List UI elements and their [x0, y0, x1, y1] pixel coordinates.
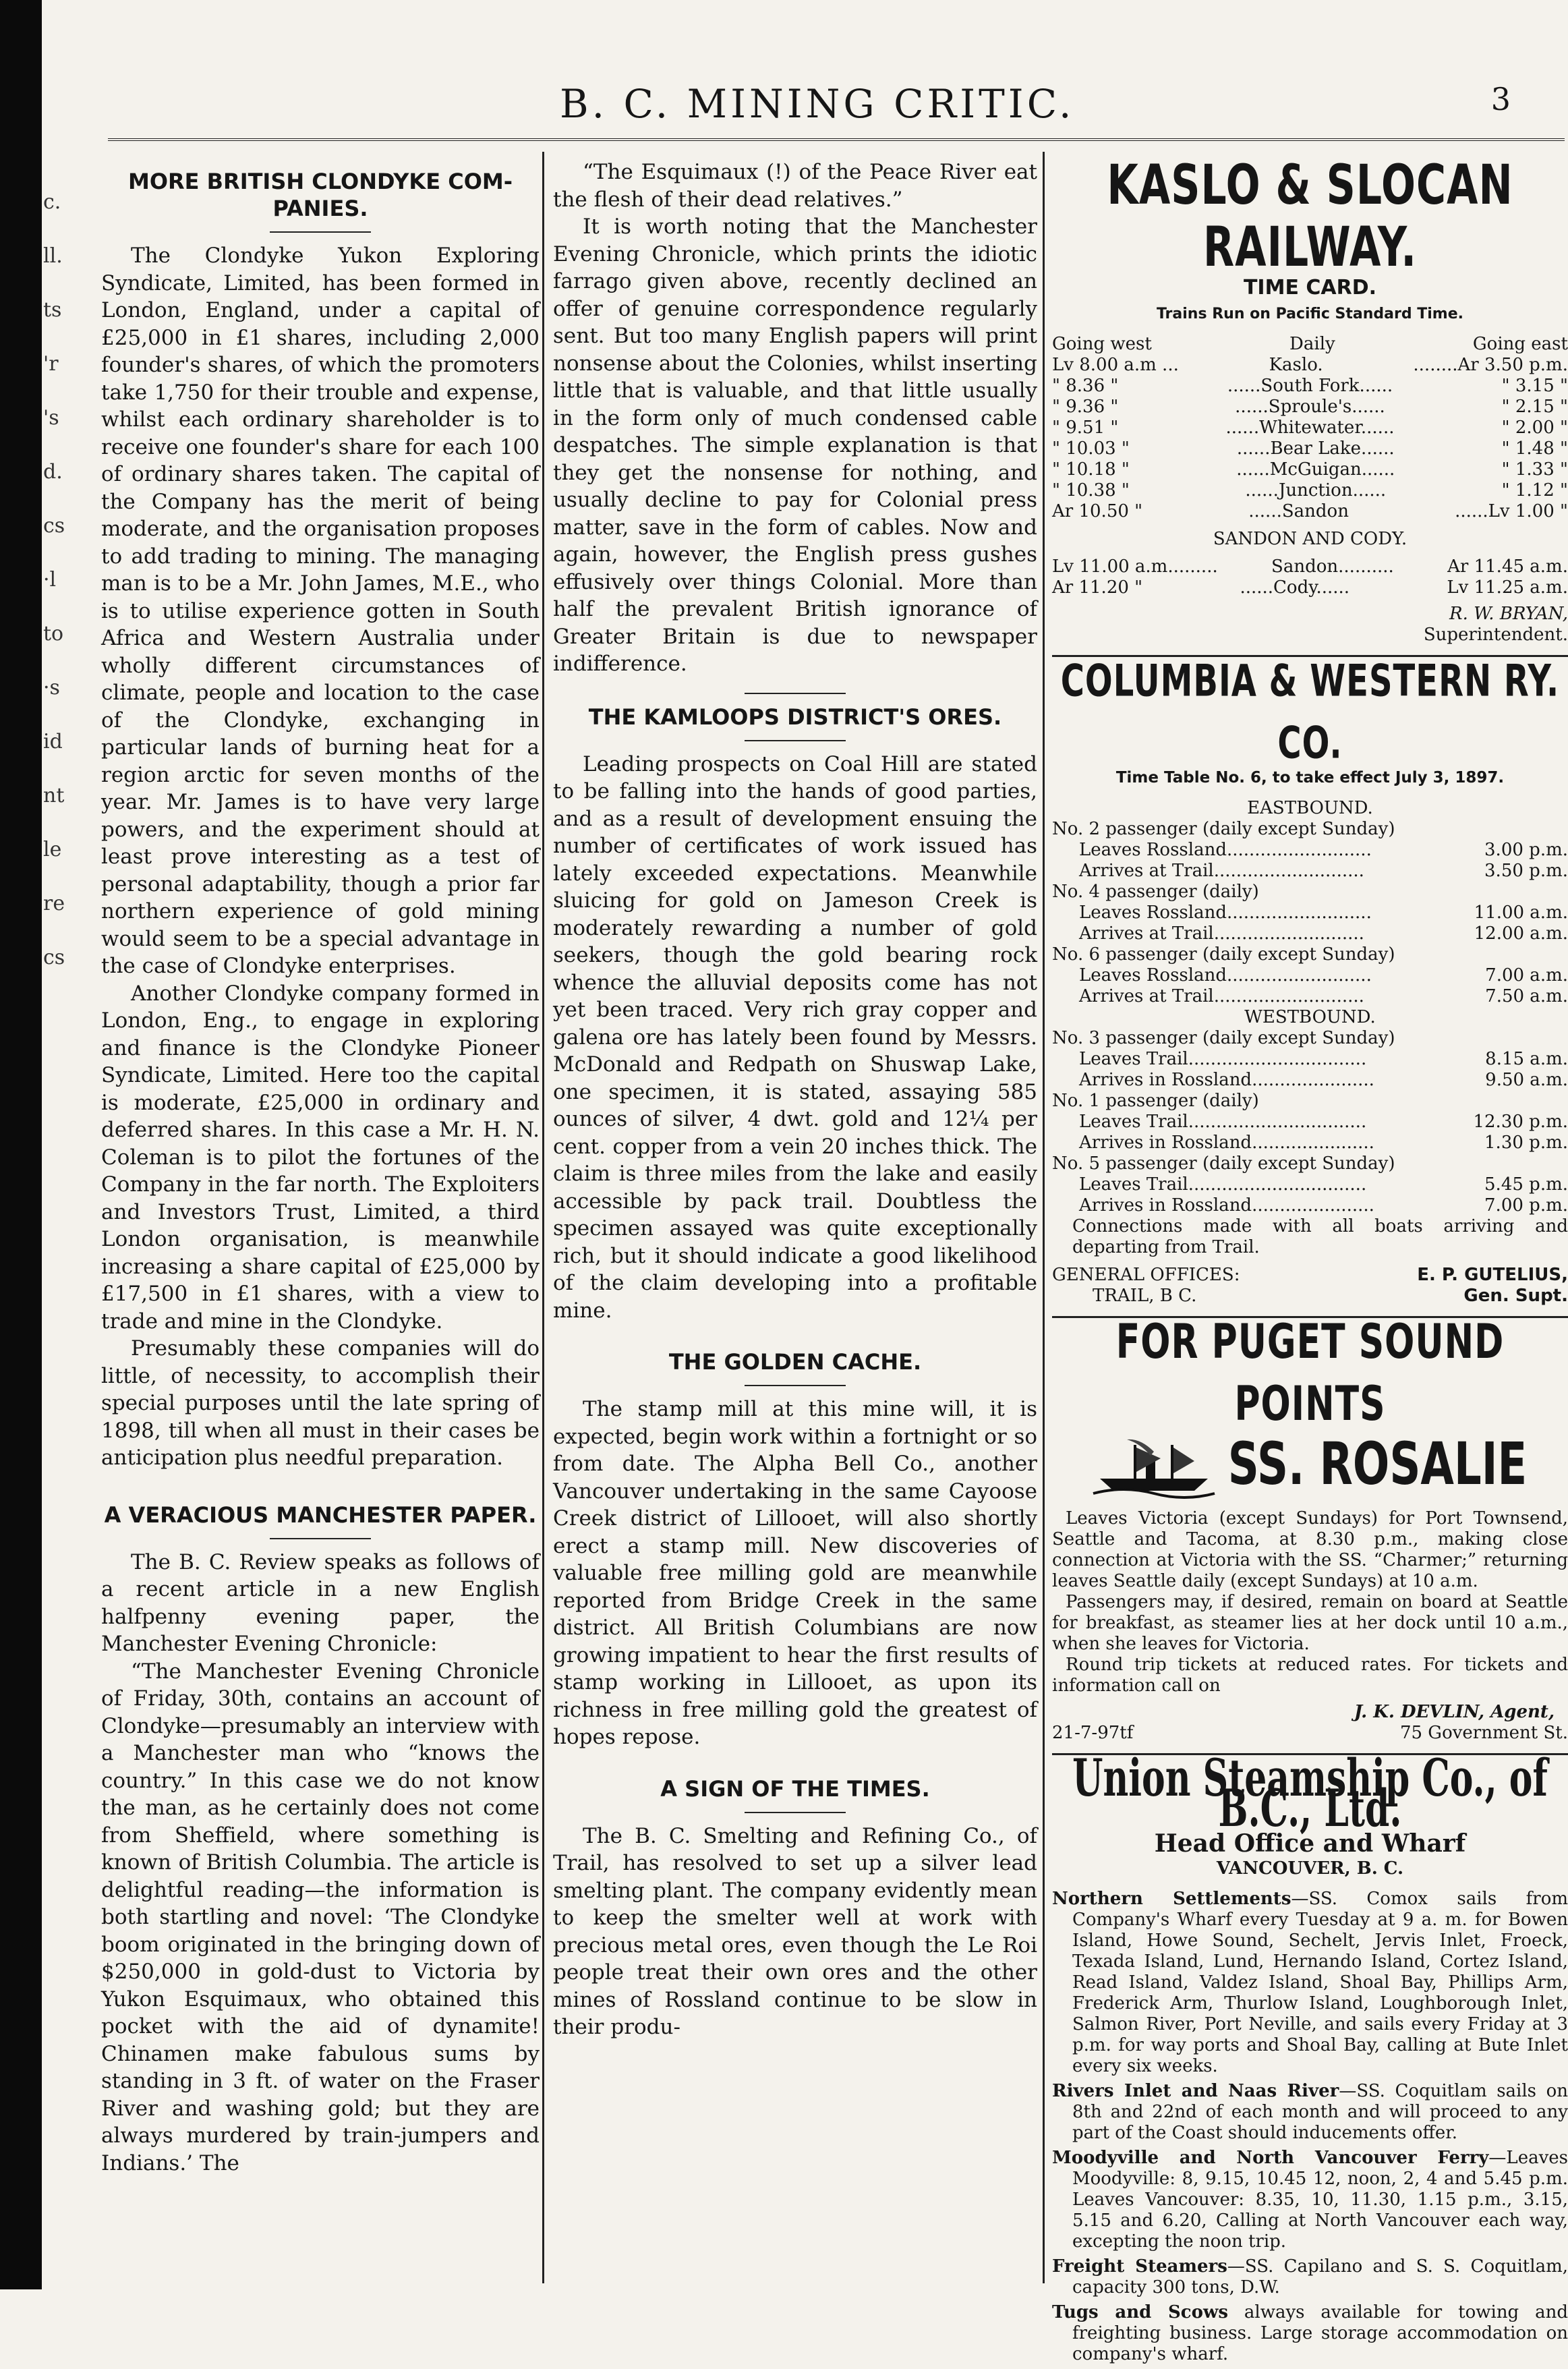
ad-footer: 21-7-97tf 75 Government St. — [1052, 1723, 1568, 1743]
timetable-row: " 8.36 " ......South Fork...... " 3.15 " — [1052, 376, 1568, 396]
signature: R. W. BRYAN, — [1449, 604, 1568, 624]
binding-fragment: le — [43, 838, 62, 861]
binding-fragment: to — [43, 622, 64, 646]
article-title: A VERACIOUS MANCHESTER PAPER. — [104, 1502, 537, 1528]
timetable-row: " 9.51 " ......Whitewater...... " 2.00 " — [1052, 418, 1568, 438]
column-3-ads — [1052, 153, 1568, 2369]
schedule-line: No. 4 passenger (daily) — [1052, 882, 1259, 902]
ad-city: VANCOUVER, B. C. — [1216, 1858, 1404, 1879]
columbia-western-ad — [1052, 656, 1568, 1307]
puget-sound-ad — [1052, 1315, 1568, 1744]
divider — [745, 1812, 846, 1813]
page-title: B. C. MINING CRITIC. — [560, 81, 1075, 127]
binding-fragment: ts — [43, 298, 62, 322]
paragraph: It is worth noting that the Manchester Evening Chronicle, which prints the idiotic farrago given above, recently declined an offer of genuine correspondence regularly sent. But too many English papers will print nonsense about the Colonies, whilst inserting little that is valuable, and that little usually in the form only of much condensed cable despatches. The simple explanation is that they get the nonsense for nothing, and usually decline to pay for Colonial press matter, save in the form of cables. Now and again, however, the English press gushes effusively over things Colonial. More than half the prevalent British ignorance of Greater Britain is due to newspaper indifference. — [553, 215, 1037, 676]
schedule-line: No. 3 passenger (daily except Sunday) — [1052, 1028, 1395, 1048]
schedule-line: Arrives in Rossland...................... 9.50 a.m. — [1079, 1070, 1568, 1090]
section-heading: WESTBOUND. — [1244, 1007, 1376, 1027]
ad-subtitle: TIME CARD. — [1243, 276, 1377, 299]
schedule-line: Leaves Rossland.......................... 11.00 a.m. — [1079, 903, 1568, 923]
schedule-line: No. 5 passenger (daily except Sunday) — [1052, 1153, 1395, 1174]
timetable-rows — [1052, 819, 1568, 1007]
timetable-row: " 10.03 " ......Bear Lake...... " 1.48 " — [1052, 438, 1568, 459]
divider — [270, 1538, 371, 1539]
ad-paragraph: Leaves Victoria (except Sundays) for Port Townsend, Seattle and Tacoma, at 8.30 p.m., making close connection at Victoria with the SS. “Charmer;” returning leaves Seattle daily (except Sundays) at 10 a.m. — [1052, 1508, 1568, 1591]
ad-title: COLUMBIA & WESTERN RY. CO. — [1060, 656, 1560, 769]
article-title: THE KAMLOOPS DISTRICT'S ORES. — [588, 704, 1002, 730]
binding-fragment: 's — [43, 406, 59, 430]
signature-title: Superintendent. — [1423, 625, 1568, 645]
binding-fragment: 'r — [43, 352, 59, 376]
paragraph: “The Esquimaux (!) of the Peace River eat the flesh of their dead relatives.” — [553, 160, 1037, 212]
service-item: Freight Steamers—SS. Capilano and S. S. Coquitlam, capacity 300 tons, D.W. — [1052, 2256, 1568, 2297]
ad-title: FOR PUGET SOUND POINTS — [1115, 1315, 1505, 1432]
schedule-line: Arrives at Trail........................... 7.50 a.m. — [1079, 986, 1568, 1006]
connections-note: Connections made with all boats arriving and departing from Trail. — [1072, 1216, 1568, 1257]
timetable-rows — [1052, 1028, 1568, 1216]
schedule-line: Leaves Trail................................ 12.30 p.m. — [1079, 1112, 1568, 1132]
kaslo-railway-ad — [1052, 153, 1568, 646]
timetable-row: Ar 10.50 " ......Sandon ......Lv 1.00 " — [1052, 501, 1568, 521]
column-1 — [101, 159, 540, 2177]
paragraph: Presumably these companies will do little, of necessity, to accomplish their special purposes until the late spring of 1898, till when all must in their cases be anticipation plus needful preparation. — [101, 1336, 540, 1470]
binding-fragments — [43, 175, 69, 985]
ad-note: Trains Run on Pacific Standard Time. — [1156, 306, 1464, 322]
timetable-row: " 10.18 " ......McGuigan...... " 1.33 " — [1052, 459, 1568, 480]
paragraph: The Clondyke Yukon Exploring Syndicate, Limited, has been formed in London, England, under a capital of £25,000 in £1 shares, including 2,000 founder's shares, of which the promoters take 1,750 for their trouble and expense, whilst each ordinary shareholder is to receive one founder's share for each 100 of ordinary shares taken. The capital of the Company has the merit of being moderate, and the organisation proposes to add trading to mining. The managing man is to be a Mr. John James, M.E., who is to utilise experience gotten in South Africa and Western Australia under wholly different circumstances of climate, people and location to the case of the Clondyke, exchanging in particular lands of burning heat for a region arctic for seven months of the year. Mr. James is to have very large powers, and the experiment should at least prove interesting as a test of personal adaptability, though a prior far northern experience of gold mining would seem to be a special advantage in the case of Clondyke enterprises. — [101, 244, 540, 978]
masthead-rule — [108, 138, 1565, 141]
ad-footer: GENERAL OFFICES: TRAIL, B C. E. P. GUTELIUS, Gen. Supt. — [1052, 1265, 1568, 1306]
paragraph: Another Clondyke company formed in London, Eng., to engage in exploring and finance is the Clondyke Pioneer Syndicate, Limited. Here too the capital is moderate, £25,000 in ordinary and deferred shares. In this case a Mr. H. N. Coleman is to pilot the fortunes of the Company in the far north. The Exploiters and Investors Trust, Limited, a third London organisation, is meanwhile increasing a share capital of £25,000 by £17,500 in £1 shares, with a view to trade and mine in the Clondyke. — [101, 981, 540, 1334]
schedule-line: No. 2 passenger (daily except Sunday) — [1052, 819, 1395, 839]
schedule-line: Arrives in Rossland...................... 1.30 p.m. — [1079, 1133, 1568, 1153]
masthead — [88, 81, 1538, 128]
timetable-row: Lv 8.00 a.m ... Kaslo. ........Ar 3.50 p.m. — [1052, 355, 1568, 375]
divider — [270, 231, 371, 233]
schedule-line: Arrives at Trail........................... 12.00 a.m. — [1079, 923, 1568, 944]
service-item: Northern Settlements—SS. Comox sails from Company's Wharf every Tuesday at 9 a. m. for Bowen Island, Howe Sound, Sechelt, Jervis Inlet, Froeck, Texada Island, Lund, Hernando Island, Cortez Island, Read Island, Valdez Island, Shoal Bay, Phillips Arm, Frederick Arm, Thurlow Island, Loughborough Inlet, Salmon River, Port Neville, and sails every Friday at 3 p.m. for way ports and Shoal Bay, calling at Bute Inlet every six weeks. — [1052, 1889, 1568, 2076]
binding-fragment: id — [43, 730, 63, 753]
divider — [745, 1385, 846, 1386]
agent-name: J. K. DEVLIN, Agent, — [1354, 1702, 1555, 1722]
timetable-row: " 10.38 " ......Junction...... " 1.12 " — [1052, 480, 1568, 501]
binding-fragment: nt — [43, 784, 65, 807]
schedule-line: Leaves Trail................................ 8.15 a.m. — [1079, 1049, 1568, 1069]
column-2 — [553, 159, 1037, 2041]
binding-fragment: c. — [43, 190, 61, 214]
schedule-line: Arrives at Trail........................... 3.50 p.m. — [1079, 861, 1568, 881]
page-number: 3 — [1490, 81, 1511, 117]
article-title: A SIGN OF THE TIMES. — [660, 1775, 930, 1802]
service-list — [1052, 1889, 1568, 2365]
timetable-header: Going west Daily Going east — [1052, 334, 1568, 354]
ad-paragraph: Round trip tickets at reduced rates. For tickets and information call on — [1052, 1655, 1568, 1696]
divider — [745, 740, 846, 741]
timetable-rows — [1052, 556, 1568, 598]
union-steamship-ad — [1052, 1748, 1568, 2365]
service-item: Moodyville and North Vancouver Ferry—Leaves Moodyville: 8, 9.15, 10.45 12, noon, 2, 4 and 5.45 p.m. Leaves Vancouver: 8.35, 10, 11.30, 1.15 p.m., 3.15, 5.15 and 6.20, Calling at North Vancouver each way, excepting the noon trip. — [1052, 2148, 1568, 2252]
schedule-line: No. 1 passenger (daily) — [1052, 1091, 1259, 1111]
timetable-row: Ar 11.20 " ......Cody...... Lv 11.25 a.m. — [1052, 577, 1568, 598]
timetable-row: " 9.36 " ......Sproule's...... " 2.15 " — [1052, 397, 1568, 417]
steamship-icon — [1093, 1431, 1215, 1499]
binding-shadow — [0, 0, 42, 2289]
newspaper-page — [88, 0, 1568, 2364]
column-divider — [1043, 152, 1045, 2283]
schedule-line: Leaves Rossland.......................... 7.00 a.m. — [1079, 965, 1568, 986]
divider — [745, 693, 846, 694]
schedule-line: Leaves Trail................................ 5.45 p.m. — [1079, 1174, 1568, 1195]
schedule-line: Leaves Rossland.......................... 3.00 p.m. — [1079, 840, 1568, 860]
binding-fragment: d. — [43, 460, 63, 484]
timetable-subheading: SANDON AND CODY. — [1213, 529, 1407, 549]
section-heading: EASTBOUND. — [1247, 798, 1373, 818]
paragraph: Leading prospects on Coal Hill are stated to be falling into the hands of good parties, and as a result of development ensuing the number of certificates of work issued has lately exceeded expectations. Meanwhile sluicing for gold on Jameson Creek is moderately rewarding a number of gold seekers, though the gold bearing rock whence the alluvial deposits come has not yet been traced. Very rich gray copper and galena ore has lately been found by Messrs. McDonald and Redpath on Shuswap Lake, one specimen, it is stated, assaying 585 ounces of silver, 4 dwt. gold and 12¼ per cent. copper from a vein 20 inches thick. The claim is three miles from the lake and easily accessible by pack trail. Doubtless the specimen assayed was quite exceptionally rich, but it should indicate a good likelihood of the claim developing into a profitable mine. — [553, 751, 1037, 1323]
paragraph: The B. C. Review speaks as follows of a recent article in a new English halfpenny evening paper, the Manchester Evening Chronicle: — [101, 1549, 540, 1656]
ship-name: SS. ROSALIE — [1227, 1431, 1528, 1499]
paragraph: “The Manchester Evening Chronicle of Friday, 30th, contains an account of Clondyke—presumably an interview with a Manchester man who “knows the country.” In this case we do not know the man, as he certainly does not come from Sheffield, where something is known of British Columbia. The article is delightful reading—the information is both startling and novel: ‘The Clondyke boom originated in the bringing down of $250,000 in gold-dust to Victoria by Yukon Esquimaux, who obtained this pocket with the aid of dynamite! Chinamen make fabulous sums by standing in 3 ft. of water on the Fraser River and washing gold; but they are always murdered by train-jumpers and Indians.’ The — [101, 1659, 540, 2175]
binding-fragment: ll. — [43, 244, 63, 268]
paragraph: The B. C. Smelting and Refining Co., of Trail, has resolved to set up a silver lead smelting plant. The company evidently mean to keep the smelter well at work with precious metal ores, even though the Le Roi people treat their own ores and the other mines of Rossland continue to be slow in their produ- — [553, 1823, 1037, 2039]
ad-subtitle: Time Table No. 6, to take effect July 3, 1897. — [1115, 769, 1505, 787]
binding-fragment: re — [43, 892, 65, 915]
article-title: THE GOLDEN CACHE. — [668, 1349, 922, 1375]
binding-fragment: cs — [43, 514, 65, 538]
ad-paragraph: Passengers may, if desired, remain on board at Seattle for breakfast, as steamer lies at her dock until 10 a.m., when she leaves for Victoria. — [1052, 1592, 1568, 1654]
binding-fragment: ·l — [43, 568, 57, 592]
timetable-row: Lv 11.00 a.m......... Sandon.......... Ar 11.45 a.m. — [1052, 556, 1568, 577]
paragraph: The stamp mill at this mine will, it is expected, begin work within a fortnight or so from date. The Alpha Bell Co., another Vancouver undertaking in the same Cayoose Creek district of Lillooet, will also shortly erect a stamp mill. New discoveries of valuable free milling gold are meanwhile reported from Bridge Creek in the same district. All British Columbians are now growing impatient to hear the first results of stamp working in Lillooet, as upon its richness in free milling gold the greatest of hopes repose. — [553, 1397, 1037, 1749]
service-item: Rivers Inlet and Naas River—SS. Coquitlam sails on 8th and 22nd of each month and will proceed to any part of the Coast should inducements offer. — [1052, 2081, 1568, 2143]
ship-banner — [1052, 1431, 1568, 1499]
schedule-line: No. 6 passenger (daily except Sunday) — [1052, 944, 1395, 965]
binding-fragment: cs — [43, 946, 65, 969]
schedule-line: Arrives in Rossland...................... 7.00 p.m. — [1079, 1195, 1568, 1216]
article-title: MORE BRITISH CLONDYKE COM-PANIES. — [127, 169, 513, 221]
timetable-rows — [1052, 355, 1568, 522]
ad-title: KASLO & SLOCAN RAILWAY. — [1107, 153, 1513, 280]
ad-subtitle: Head Office and Wharf — [1154, 1829, 1466, 1858]
ad-title: Union Steamship Co., of B.C., Ltd. — [1072, 1748, 1548, 1839]
binding-fragment: ·s — [43, 676, 60, 700]
column-divider — [542, 152, 544, 2283]
service-item: Tugs and Scows always available for towing and freighting business. Large storage accommodation on company's wharf. — [1052, 2302, 1568, 2364]
